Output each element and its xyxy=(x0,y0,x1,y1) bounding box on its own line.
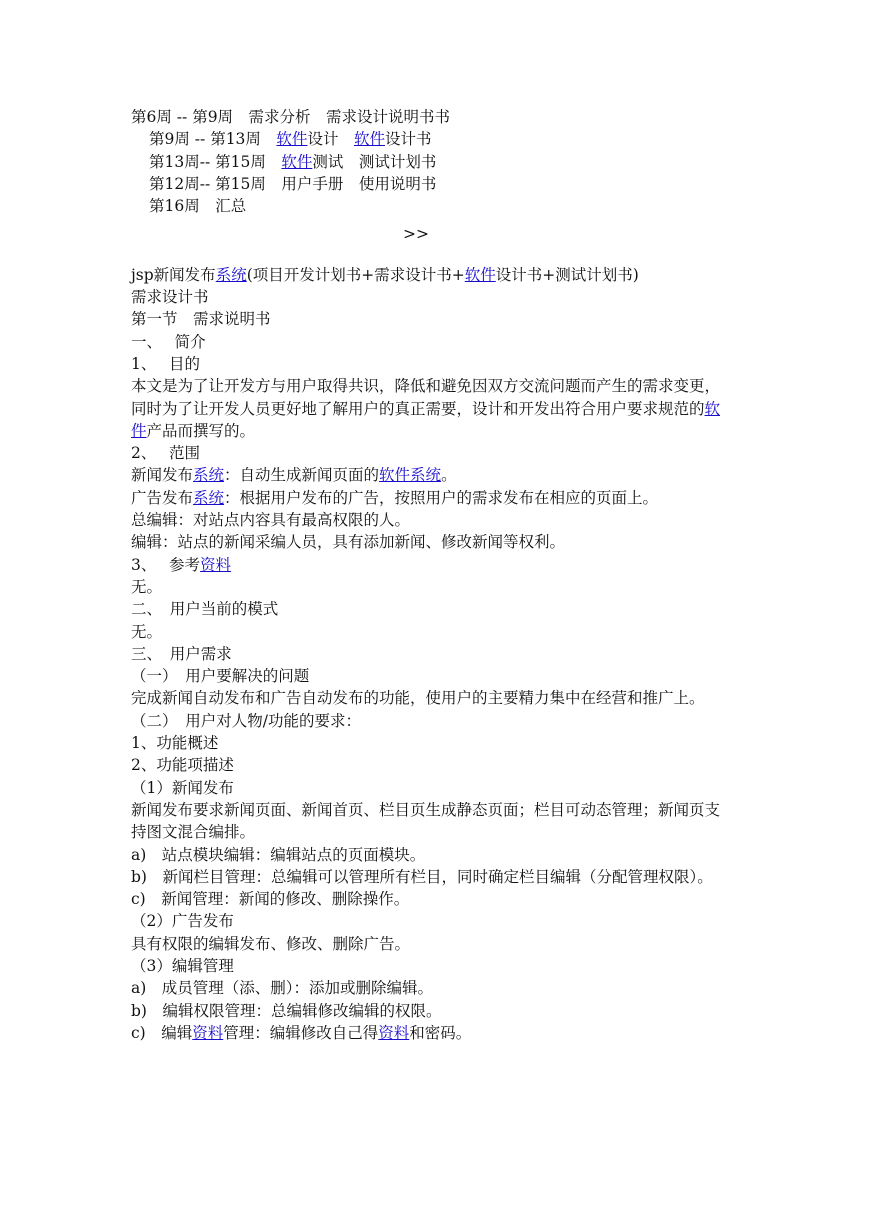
purpose-paragraph: 本文是为了让开发方与用户取得共识，降低和避免因双方交流问题而产生的需求变更，同时为了让开发人员更好地了解用户的真正需要，设计和开发出符合用户要求规范的软件产品而撰写的。 xyxy=(131,377,721,440)
document-body xyxy=(131,106,731,1044)
system-link[interactable]: 系统 xyxy=(193,466,225,485)
news-item-a: a) 站点模块编辑：编辑站点的页面模块。 xyxy=(131,845,426,864)
schedule-text: 第16周 汇总 xyxy=(149,197,247,216)
software-link[interactable]: 软件 xyxy=(353,130,385,149)
editor-item-c: c) 编辑资料管理：编辑修改自己得资料和密码。 xyxy=(131,1023,472,1042)
schedule-text: 设计书 xyxy=(384,130,432,149)
schedule-text: 第6周 -- 第9周 需求分析 需求设计说明书书 xyxy=(131,108,451,126)
heading-scope: 2、 范围 xyxy=(131,444,201,463)
software-link[interactable]: 软件 xyxy=(281,152,313,171)
schedule-text: 第13周-- 第15周 xyxy=(149,152,282,171)
schedule-row-5 xyxy=(131,195,731,217)
scope-item-ads: 广告发布系统：根据用户发布的广告，按照用户的需求发布在相应的页面上。 xyxy=(131,488,659,507)
section-heading: 第一节 需求说明书 xyxy=(131,310,271,329)
heading-current-mode: 二、 用户当前的模式 xyxy=(131,600,279,619)
system-link[interactable]: 系统 xyxy=(215,265,247,284)
article-title: jsp新闻发布系统(项目开发计划书+需求设计书+软件设计书+测试计划书) xyxy=(131,265,639,284)
scope-item-news: 新闻发布系统：自动生成新闻页面的软件系统。 xyxy=(131,466,457,485)
current-mode-none: 无。 xyxy=(131,622,163,641)
heading-purpose: 1、 目的 xyxy=(131,354,201,373)
scope-item-editor: 编辑：站点的新闻采编人员，具有添加新闻、修改新闻等权利。 xyxy=(131,533,566,552)
heading-editor-management: （3）编辑管理 xyxy=(131,956,234,975)
heading-references: 3、 参考资料 xyxy=(131,555,232,574)
function-description: 2、功能项描述 xyxy=(131,756,234,775)
editor-item-b: b) 编辑权限管理：总编辑修改编辑的权限。 xyxy=(131,1001,442,1020)
book-heading: 需求设计书 xyxy=(131,288,209,307)
heading-intro: 一、 简介 xyxy=(131,332,206,351)
schedule-row-4 xyxy=(131,173,731,195)
function-overview: 1、功能概述 xyxy=(131,734,219,753)
software-link[interactable]: 软件 xyxy=(464,265,496,284)
software-system-link[interactable]: 软件系统 xyxy=(379,466,442,485)
ad-paragraph: 具有权限的编辑发布、修改、删除广告。 xyxy=(131,934,411,953)
heading-news-publish: （1）新闻发布 xyxy=(131,778,234,797)
schedule-text: 第12周-- 第15周 用户手册 使用说明书 xyxy=(149,174,437,193)
system-link[interactable]: 系统 xyxy=(193,488,225,507)
news-paragraph: 新闻发布要求新闻页面、新闻首页、栏目页生成静态页面；栏目可动态管理；新闻页支持图文混合编排。 xyxy=(131,800,721,842)
heading-function-requirements: （二） 用户对人物/功能的要求： xyxy=(131,711,361,730)
schedule-row-1 xyxy=(131,106,731,128)
nav-arrow[interactable]: >> xyxy=(403,225,429,244)
problem-paragraph: 完成新闻自动发布和广告自动发布的功能，使用户的主要精力集中在经营和推广上。 xyxy=(131,689,705,708)
software-link[interactable]: 软件 xyxy=(276,130,308,149)
heading-user-requirements: 三、 用户需求 xyxy=(131,644,232,663)
news-item-b: b) 新闻栏目管理：总编辑可以管理所有栏目，同时确定栏目编辑（分配管理权限）。 xyxy=(131,867,713,886)
schedule-text: 设计 xyxy=(307,130,354,149)
heading-ad-publish: （2）广告发布 xyxy=(131,912,234,931)
materials-link[interactable]: 资料 xyxy=(378,1023,410,1042)
references-none: 无。 xyxy=(131,577,163,596)
schedule-row-3 xyxy=(131,151,731,173)
schedule-text: 测试 测试计划书 xyxy=(312,152,437,171)
news-item-c: c) 新闻管理：新闻的修改、删除操作。 xyxy=(131,890,410,909)
scope-item-chief-editor: 总编辑：对站点内容具有最高权限的人。 xyxy=(131,511,411,530)
schedule-text: 第9周 -- 第13周 xyxy=(149,130,277,149)
schedule-row-2 xyxy=(131,128,731,150)
materials-link[interactable]: 资料 xyxy=(192,1023,224,1042)
editor-item-a: a) 成员管理（添、删）：添加或删除编辑。 xyxy=(131,979,434,998)
heading-problem: （一） 用户要解决的问题 xyxy=(131,667,310,686)
software-link[interactable]: 软件 xyxy=(131,399,721,440)
materials-link[interactable]: 资料 xyxy=(200,555,232,574)
